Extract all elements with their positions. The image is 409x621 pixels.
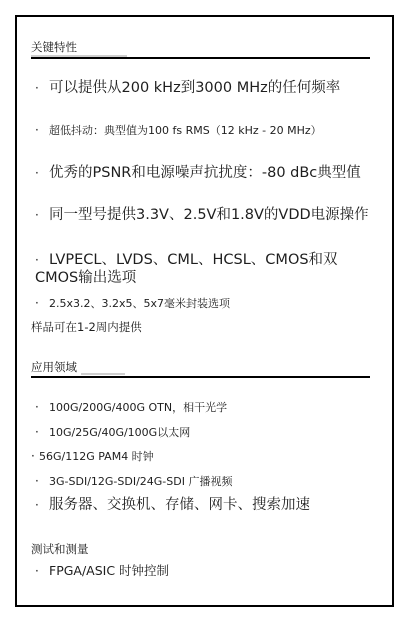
bullet-icon: · bbox=[35, 166, 39, 180]
sample-note: 样品可在1-2周内提供 bbox=[31, 320, 142, 334]
document-frame bbox=[15, 15, 394, 607]
bullet-icon: · bbox=[35, 123, 39, 137]
feature-item-2: · 超低抖动：典型值为100 fs RMS（12 kHz - 20 MHz） bbox=[35, 123, 322, 137]
application-item-3: · 56G/112G PAM4 时钟 bbox=[31, 449, 154, 463]
bullet-icon: · bbox=[35, 81, 39, 95]
feature-item-4: · 同一型号提供3.3V、2.5V和1.8V的VDD电源操作 bbox=[35, 207, 369, 223]
bullet-icon: · bbox=[35, 498, 39, 512]
bullet-icon: · bbox=[35, 564, 39, 578]
feature-item-5: · LVPECL、LVDS、CML、HCSL、CMOS和双CMOS输出选项 bbox=[35, 252, 338, 287]
bullet-icon: · bbox=[35, 208, 39, 222]
test-item-1: · FPGA/ASIC 时钟控制 bbox=[35, 563, 170, 578]
applications-rule bbox=[31, 376, 370, 378]
bullet-icon: · bbox=[35, 253, 39, 267]
bullet-icon: · bbox=[31, 449, 35, 463]
applications-heading: 应用领域 bbox=[31, 360, 77, 374]
bullet-icon: · bbox=[35, 296, 39, 310]
application-item-1: · 100G/200G/400G OTN，相干光学 bbox=[35, 400, 228, 414]
application-item-2: · 10G/25G/40G/100G以太网 bbox=[35, 425, 191, 439]
bullet-icon: · bbox=[35, 425, 39, 439]
bullet-icon: · bbox=[35, 400, 39, 414]
application-item-4: · 3G-SDI/12G-SDI/24G-SDI 广播视频 bbox=[35, 474, 233, 488]
test-heading: 测试和测量 bbox=[31, 542, 89, 556]
features-heading: 关键特性 bbox=[31, 40, 77, 54]
feature-item-1: · 可以提供从200 kHz到3000 MHz的任何频率 bbox=[35, 80, 341, 96]
bullet-icon: · bbox=[35, 474, 39, 488]
feature-item-6: · 2.5x3.2、3.2x5、5x7毫米封装选项 bbox=[35, 296, 231, 310]
feature-item-3: · 优秀的PSNR和电源噪声抗扰度：-80 dBc典型值 bbox=[35, 165, 361, 181]
features-rule bbox=[31, 57, 370, 59]
application-item-5: · 服务器、交换机、存储、网卡、搜索加速 bbox=[35, 497, 310, 513]
heading-underline-faint bbox=[81, 373, 125, 375]
